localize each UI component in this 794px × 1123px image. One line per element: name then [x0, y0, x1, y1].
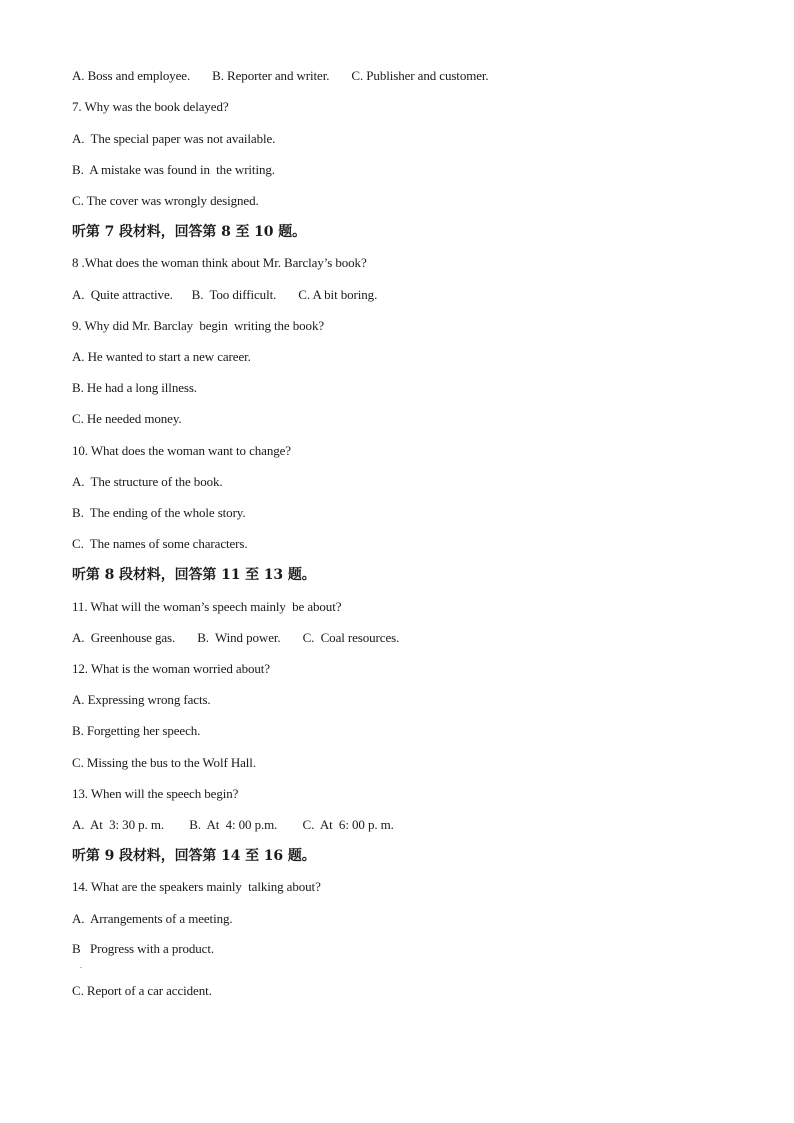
option-10b: B. The ending of the whole story. — [72, 505, 246, 520]
option-7c: C. The cover was wrongly designed. — [72, 193, 259, 208]
option-7b: B. A mistake was found in the writing. — [72, 162, 275, 177]
option-9a: A. He wanted to start a new career. — [72, 349, 251, 364]
option-10a: A. The structure of the book. — [72, 474, 223, 489]
question-12: 12. What is the woman worried about? — [72, 661, 270, 676]
option-14b: B Progress with a product. — [72, 941, 214, 956]
question-8: 8 .What does the woman think about Mr. Barclay’s book? — [72, 255, 367, 270]
line-1: A. Boss and employee. B. Reporter and writer. C. Publisher and customer. — [72, 68, 489, 83]
question-13: 13. When will the speech begin? — [72, 786, 239, 801]
question-9: 9. Why did Mr. Barclay begin writing the book? — [72, 318, 325, 333]
question-14: 14. What are the speakers mainly talking about? — [72, 879, 321, 894]
option-12b: B. Forgetting her speech. — [72, 723, 201, 738]
section-heading-8: 听第 8 段材料，回答第 11 至 13 题。 — [72, 567, 316, 583]
question-10: 10. What does the woman want to change? — [72, 443, 291, 458]
option-12c: C. Missing the bus to the Wolf Hall. — [72, 755, 256, 770]
stray-tick-mark: . — [80, 961, 82, 970]
option-9c: C. He needed money. — [72, 411, 182, 426]
option-10c: C. The names of some characters. — [72, 536, 248, 551]
option-12a: A. Expressing wrong facts. — [72, 692, 211, 707]
section-heading-7: 听第 7 段材料，回答第 8 至 10 题。 — [72, 224, 307, 240]
section-heading-9: 听第 9 段材料，回答第 14 至 16 题。 — [72, 848, 316, 864]
option-14c: C. Report of a car accident. — [72, 983, 212, 998]
question-7: 7. Why was the book delayed? — [72, 99, 229, 114]
question-11: 11. What will the woman’s speech mainly be about? — [72, 599, 342, 614]
options-11: A. Greenhouse gas. B. Wind power. C. Coal resources. — [72, 630, 400, 645]
option-14a: A. Arrangements of a meeting. — [72, 911, 233, 926]
option-7a: A. The special paper was not available. — [72, 131, 276, 146]
options-8: A. Quite attractive. B. Too difficult. C. A bit boring. — [72, 287, 378, 302]
option-9b: B. He had a long illness. — [72, 380, 197, 395]
options-13: A. At 3: 30 p. m. B. At 4: 00 p.m. C. At 6: 00 p. m. — [72, 817, 394, 832]
